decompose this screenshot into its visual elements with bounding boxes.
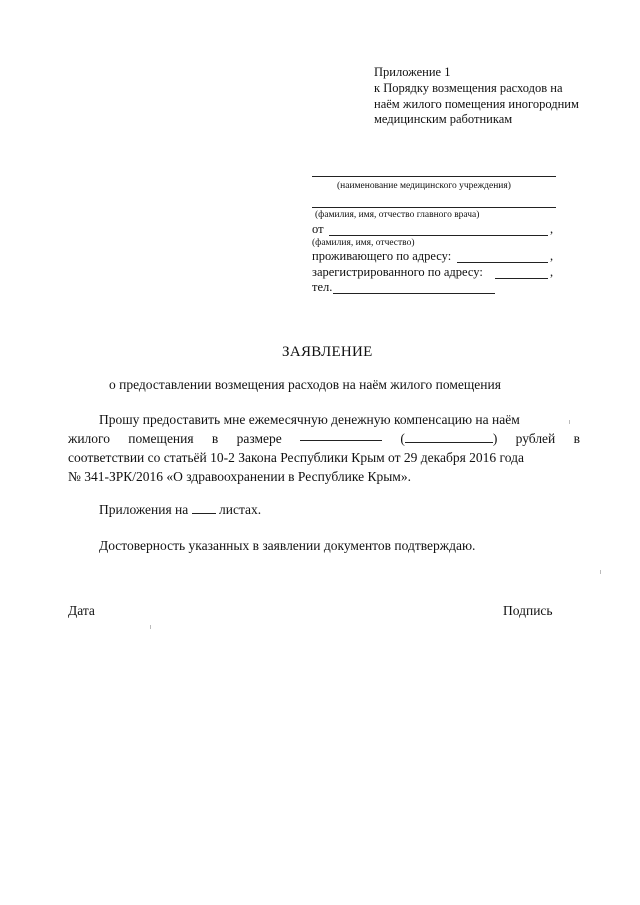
- head-doctor-caption: (фамилия, имя, отчество главного врача): [315, 210, 480, 220]
- signature-label: Подпись: [503, 603, 553, 618]
- document-title: ЗАЯВЛЕНИЕ: [282, 344, 373, 360]
- residing-line: [457, 262, 548, 263]
- registered-line: [495, 278, 548, 279]
- paragraph-1-line-3: соответствии со статьёй 10-2 Закона Республики Крым от 29 декабря 2016 года: [68, 450, 524, 465]
- appendix-line-2: к Порядку возмещения расходов на: [374, 81, 563, 95]
- from-line: [329, 235, 548, 236]
- residing-label: проживающего по адресу:: [312, 249, 452, 263]
- institution-line: [312, 176, 556, 177]
- phone-label: тел.: [312, 280, 333, 294]
- word-rubley: рублей: [515, 431, 556, 446]
- word-zhilogo: жилого: [68, 431, 110, 446]
- phone-line: [333, 293, 495, 294]
- amount-words-blank: ( ): [400, 431, 498, 446]
- scan-speck: [600, 570, 601, 574]
- registered-label: зарегистрированного по адресу:: [312, 265, 483, 279]
- from-caption: (фамилия, имя, отчество): [312, 238, 415, 248]
- scan-speck: [150, 625, 151, 629]
- paragraph-1-line-4: № 341-ЗРК/2016 «О здравоохранении в Республике Крым».: [68, 469, 411, 484]
- word-v: в: [211, 431, 219, 446]
- word-pomeshcheniya: помещения: [128, 431, 194, 446]
- appendix-line-3: наём жилого помещения иногородним: [374, 97, 579, 111]
- from-label: от: [312, 222, 324, 236]
- from-comma: ,: [550, 222, 554, 236]
- institution-caption: (наименование медицинского учреждения): [337, 181, 511, 191]
- date-label: Дата: [68, 603, 95, 618]
- document-subtitle: о предоставлении возмещения расходов на наём жилого помещения: [109, 377, 501, 392]
- paragraph-1-line-2: [68, 429, 580, 449]
- attachments-label: Приложения на: [99, 502, 189, 517]
- word-v-2: в: [573, 431, 580, 446]
- registered-comma: ,: [550, 265, 554, 279]
- confirmation-text: Достоверность указанных в заявлении документов подтверждаю.: [99, 538, 476, 553]
- sheets-count-blank: [192, 502, 216, 514]
- scan-speck: [569, 420, 570, 424]
- amount-blank: [300, 429, 382, 441]
- sheets-label: листах.: [219, 502, 262, 517]
- appendix-line-1: Приложение 1: [374, 65, 451, 79]
- appendix-line-4: медицинским работникам: [374, 112, 513, 126]
- word-razmere: размере: [236, 431, 282, 446]
- head-doctor-line: [312, 207, 556, 208]
- attachments-line: [99, 500, 261, 520]
- paragraph-1-line-1: Прошу предоставить мне ежемесячную денежную компенсацию на наём: [99, 412, 520, 427]
- residing-comma: ,: [550, 249, 554, 263]
